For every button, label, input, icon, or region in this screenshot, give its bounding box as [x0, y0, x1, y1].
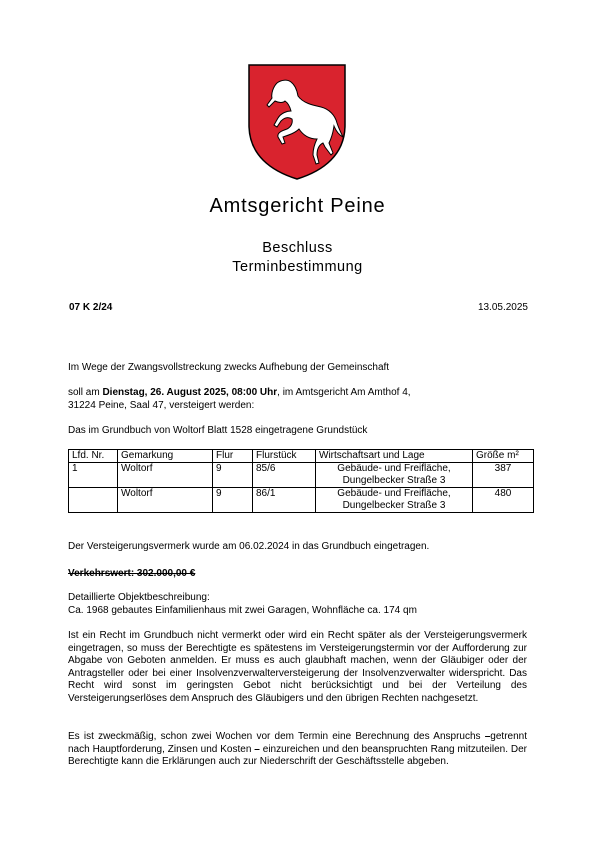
cell-lage: Gebäude- und Freifläche, Dungelbecker Straße 3 [316, 463, 473, 488]
cell-lage: Gebäude- und Freifläche, Dungelbecker Straße 3 [316, 488, 473, 513]
col-header: Gemarkung [118, 450, 213, 463]
description-text: Ca. 1968 gebautes Einfamilienhaus mit zwei Garagen, Wohnfläche ca. 174 qm [68, 604, 417, 616]
cell-groesse: 480 [473, 488, 534, 513]
auction-datetime: Dienstag, 26. August 2025, 08:00 Uhr [102, 387, 278, 398]
intro-text: Im Wege der Zwangsvollstreckung zwecks Aufhebung der Gemeinschaft [68, 362, 390, 373]
col-header: Flurstück [253, 450, 316, 463]
object-description [68, 592, 527, 617]
cell-groesse: 387 [473, 463, 534, 488]
file-number: 07 K 2/24 [69, 302, 113, 313]
cell-flurstueck: 85/6 [253, 463, 316, 488]
cell-gemarkung: Woltorf [118, 463, 213, 488]
table-row [69, 463, 534, 488]
col-header: Wirtschaftsart und Lage [316, 450, 473, 463]
col-header: Flur [213, 450, 253, 463]
document-date: 13.05.2025 [477, 302, 528, 313]
col-header: Lfd. Nr. [69, 450, 118, 463]
market-value: Verkehrswert: 302.000,00 € [68, 568, 196, 579]
cell-nr [69, 488, 118, 513]
court-name: Amtsgericht Peine [209, 195, 386, 217]
description-label: Detaillierte Objektbeschreibung: [68, 592, 210, 603]
cell-gemarkung: Woltorf [118, 488, 213, 513]
parcel-table [68, 449, 534, 513]
cell-flur: 9 [213, 488, 253, 513]
rights-paragraph: Ist ein Recht im Grundbuch nicht vermerkt oder wird ein Recht später als der Versteigerungsvermerk eingetragen, so muss der Berechtigte es spätestens im Versteigerungstermin vor der Aufforderung zur Abgabe von Geboten anmelden. Er muss es auch glaubhaft machen, wenn der Gläubiger oder der Antragsteller oder bei einer Insolvenzverwalterversteigerung der Insolvenzverwalter widerspricht. Das Recht wird sonst im geringsten Gebot nicht berücksichtigt und bei der Verteilung des Versteigerungserlöses dem Anspruch des Gläubigers und den übrigen Rechten nachgesetzt. [68, 630, 527, 704]
cell-flur: 9 [213, 463, 253, 488]
table-header-row [69, 450, 534, 463]
property-intro: Das im Grundbuch von Woltorf Blatt 1528 eingetragene Grundstück [68, 425, 368, 436]
cell-nr: 1 [69, 463, 118, 488]
col-header: Größe m² [473, 450, 534, 463]
table-row [69, 488, 534, 513]
auction-date-paragraph: soll am Dienstag, 26. August 2025, 08:00 Uhr, im Amtsgericht Am Amthof 4, 31224 Peine, Saal 47, versteigert werden: [68, 387, 411, 411]
doc-subtype: Terminbestimmung [232, 259, 363, 275]
cell-flurstueck: 86/1 [253, 488, 316, 513]
document-title [0, 239, 595, 277]
doc-type: Beschluss [262, 240, 333, 256]
advice-paragraph: Es ist zweckmäßig, schon zwei Wochen vor dem Termin eine Berechnung des Anspruchs –getrennt nach Hauptforderung, Zinsen und Kosten – einzureichen und den beanspruchten Rang mitzuteilen. Der Berechtigte kann die Erklärungen auch zur Niederschrift der Geschäftsstelle abgeben. [68, 731, 527, 768]
registration-note: Der Versteigerungsvermerk wurde am 06.02.2024 in das Grundbuch eingetragen. [68, 541, 430, 552]
lower-saxony-horse-crest-icon [247, 63, 347, 181]
